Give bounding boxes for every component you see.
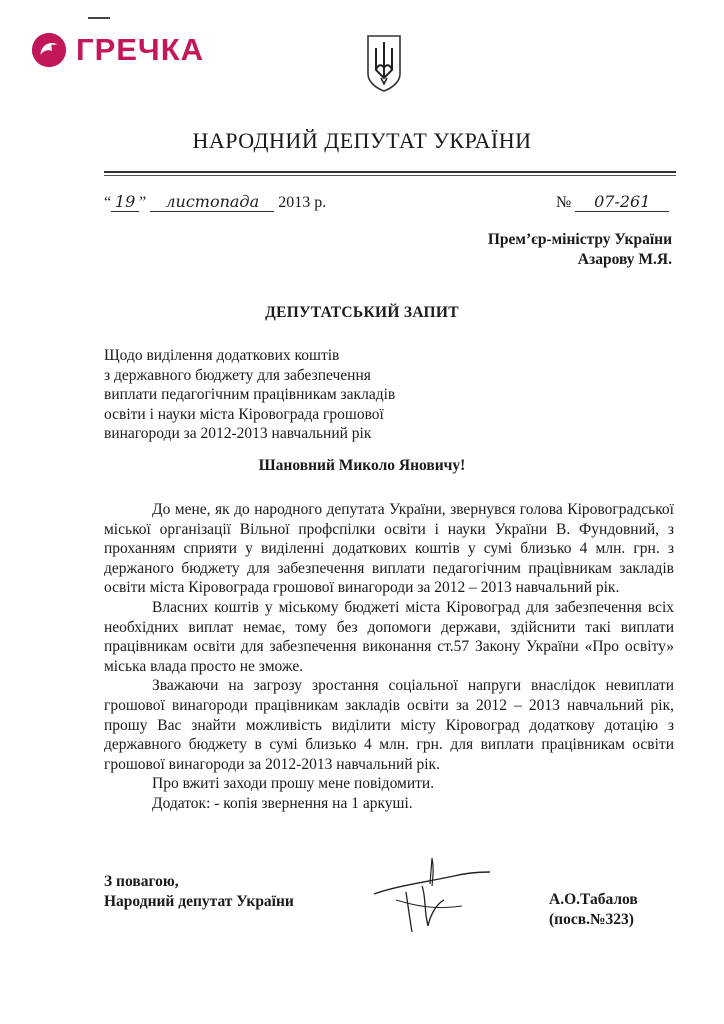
header-rule-thin: [104, 175, 676, 176]
subject-line: Щодо виділення додаткових коштів: [104, 347, 340, 364]
reference-prefix: №: [556, 194, 572, 211]
attachment-note: Додаток: - копія звернення на 1 аркуші.: [152, 794, 413, 812]
subject-line: виплати педагогічним працівникам закладів: [104, 386, 396, 403]
closing: [104, 872, 294, 912]
trident-icon: [364, 34, 404, 92]
logo-text: ГРЕЧКА: [76, 32, 205, 67]
addressee-position: Прем’єр-міністру України: [487, 231, 672, 248]
addressee-name: Азарову М.Я.: [577, 251, 672, 268]
subject-line: освіти і науки міста Кіровограда грошової: [104, 405, 384, 423]
signatory-id: (посв.№323): [549, 911, 634, 928]
signatory: [549, 890, 638, 930]
date-open-quote: “: [104, 194, 112, 211]
body-paragraph: Зважаючи на загрозу зростання соціальної напруги внаслідок невиплати грошової винагороди працівникам закладів освіти за 2012 – 2013 навчальний рік, прошу Вас знайти можливість виділити місту Кіровоград додаткову дотацію з державного бюджету в сумі близько 4 млн. грн. для виплати працівникам освіти грошової винагороди за 2012-2013 навчальний рік.: [104, 677, 674, 773]
date-day: 19: [111, 193, 139, 212]
closing-regards: З повагою,: [104, 873, 179, 890]
logo-bird-icon: [30, 31, 68, 69]
header-rule: [104, 171, 676, 173]
reference-number: [556, 193, 669, 212]
closing-position: Народний депутат України: [104, 893, 294, 910]
letter-body: [104, 500, 674, 814]
document-title: ДЕПУТАТСЬКИЙ ЗАПИТ: [265, 304, 459, 321]
addressee: [488, 230, 672, 270]
reference-value: 07-261: [575, 193, 669, 212]
date-close-quote: ”: [139, 194, 147, 211]
subject-line: з державного бюджету для забезпечення: [104, 366, 371, 384]
greeting: Шановний Миколо Яновичу!: [258, 457, 466, 474]
signatory-name: А.О.Табалов: [549, 891, 638, 908]
pen-mark: [88, 17, 110, 19]
body-paragraph: До мене, як до народного депутата України, звернувся голова Кіровоградської міської організації Вільної профспілки освіти і науки України В. Фундовний, з проханням сприяти у виділенні додаткових коштів у сумі близько 4 млн. грн. з держаного бюджету для забезпечення виплати педагогічним працівникам закладів освіти міста Кіровограда грошової винагороди за 2012 – 2013 навчальний рік.: [104, 501, 674, 597]
letterhead-title: НАРОДНИЙ ДЕПУТАТ УКРАЇНИ: [192, 128, 532, 153]
date-year: 2013 р.: [278, 194, 327, 211]
subject-line: винагороди за 2012-2013 навчальний рік: [104, 425, 372, 442]
body-paragraph: Власних коштів у міському бюджеті міста Кіровоград для забезпечення всіх необхідних виплат немає, тому без допомоги держави, здійснити такі виплати працівникам освіти для забезпечення виконання ст.57 Закону України «Про освіту» міська влада просто не зможе.: [104, 598, 674, 675]
site-logo: [30, 28, 204, 72]
body-paragraph: Про вжиті заходи прошу мене повідомити.: [152, 775, 435, 793]
subject-block: [104, 346, 395, 444]
handwritten-signature: [366, 856, 506, 936]
date-month: листопада: [150, 193, 274, 212]
letter-date: [104, 193, 326, 212]
